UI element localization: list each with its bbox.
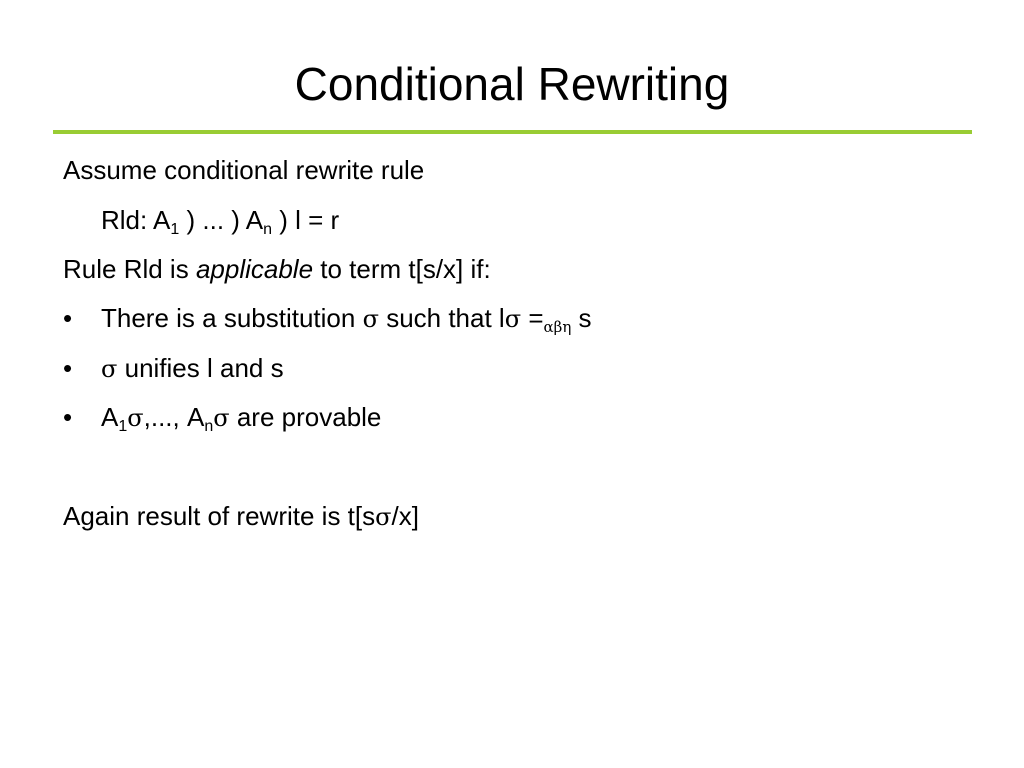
- alpha-beta-eta-subscript: αβη: [543, 318, 572, 336]
- result-after: /x]: [391, 501, 419, 531]
- bullet-unifies: [101, 351, 284, 386]
- applicable-before: Rule Rld is: [63, 254, 196, 284]
- bullet-dot: •: [63, 402, 73, 432]
- bullet-dot: •: [63, 303, 73, 333]
- bullet-substitution: [101, 301, 592, 336]
- bullet1-text-d: s: [571, 303, 592, 333]
- result-before: Again result of rewrite is t[s: [63, 501, 376, 531]
- rule-line: [101, 203, 339, 237]
- sigma-symbol: σ: [101, 355, 118, 383]
- rule-sub-1: 1: [170, 221, 180, 238]
- bullet1-text-b: such that l: [378, 303, 505, 333]
- bullet3-text-b: ,..., A: [143, 402, 205, 432]
- bullet1-text-c: =: [521, 303, 544, 333]
- sigma-symbol: σ: [362, 305, 379, 333]
- bullet3-sub-1: 1: [118, 418, 128, 435]
- bullet2-text-b: unifies l and s: [117, 353, 284, 383]
- rule-suffix: ) l = r: [271, 205, 340, 235]
- bullet-dot: •: [63, 353, 73, 383]
- title-underline: [53, 130, 972, 134]
- sigma-symbol: σ: [213, 404, 230, 432]
- rule-sub-n: n: [263, 221, 272, 238]
- applicable-line: [63, 252, 491, 286]
- bullet1-text-a: There is a substitution: [101, 303, 363, 333]
- sigma-symbol: σ: [127, 404, 144, 432]
- bullet-provable: [101, 400, 381, 435]
- applicable-italic: applicable: [195, 254, 314, 284]
- sigma-symbol: σ: [375, 503, 392, 531]
- bullet3-text-c: are provable: [229, 402, 382, 432]
- slide-title: Conditional Rewriting: [294, 58, 730, 110]
- rule-mid: ) ... ) A: [179, 205, 264, 235]
- intro-line: Assume conditional rewrite rule: [63, 155, 425, 185]
- sigma-symbol: σ: [504, 305, 522, 333]
- bullet3-sub-n: n: [204, 418, 214, 435]
- applicable-after: to term t[s/x] if:: [313, 254, 491, 284]
- bullet3-text-a: A: [101, 402, 119, 432]
- rule-prefix: Rld: A: [101, 205, 171, 235]
- result-line: [63, 499, 419, 534]
